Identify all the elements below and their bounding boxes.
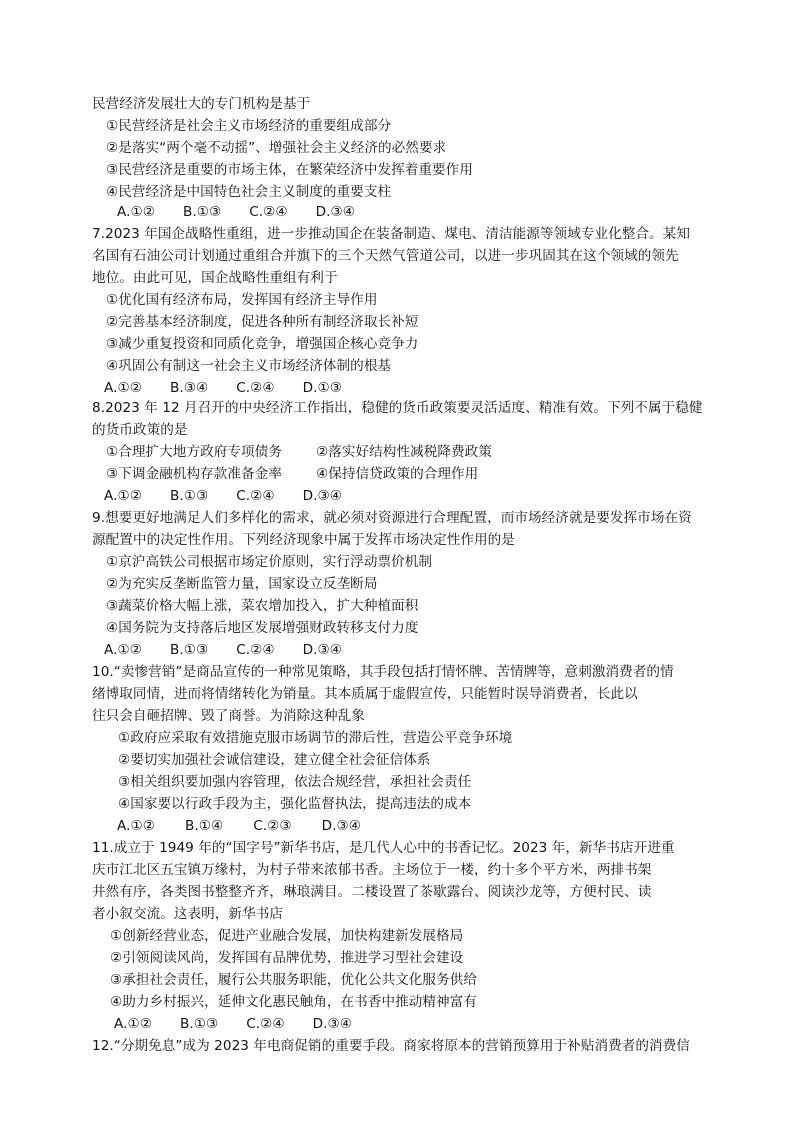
q9-option-3: ③蔬菜价格大幅上涨，菜农增加投入，扩大种植面积	[106, 598, 419, 614]
q11-stem-line-4: 者小叙交流。这表明，新华书店	[92, 906, 284, 922]
q8-option-row-1	[106, 442, 492, 462]
q10-stem-line-2: 绪博取同情，进而将情绪转化为销量。其本质属于虚假宣传，只能暂时误导消费者，长此以	[92, 686, 638, 702]
q10-answer-a: A.①②	[117, 818, 155, 834]
q6-answer-b: B.①③	[182, 204, 222, 220]
q9-answers	[104, 640, 342, 660]
q10-option-4: ④国家要以行政手段为主，强化监督执法，提高违法的成本	[118, 796, 472, 812]
q7-answers	[104, 378, 342, 398]
q11-stem-line-3: 井然有序，各类图书整整齐齐，琳琅满目。二楼设置了茶歇露台、阅读沙龙等，方便村民、读	[92, 884, 652, 900]
q9-stem-line-1: 9.想要更好地满足人们多样化的需求，就必须对资源进行合理配置，而市场经济就是要发挥市场在资	[92, 510, 692, 526]
q9-answer-c: C.②④	[236, 642, 275, 658]
q10-answers	[117, 816, 361, 836]
q11-option-1: ①创新经营业态，促进产业融合发展，加快构建新发展格局	[110, 928, 464, 944]
q11-stem-line-2: 庆市江北区五宝镇万缘村，为村子带来浓郁书香。主场位于一楼，约十多个平方米，两排书架	[92, 862, 652, 878]
q11-answer-b: B.①③	[179, 1016, 219, 1032]
q11-answer-d: D.③④	[312, 1016, 352, 1032]
q10-answer-d: D.③④	[321, 818, 361, 834]
q12-stem-line-1: 12.“分期免息”成为 2023 年电商促销的重要手段。商家将原本的营销预算用于补贴消费者的消费信	[92, 1038, 690, 1054]
q9-option-2: ②为充实反垄断监管力量，国家设立反垄断局	[106, 576, 378, 592]
q7-option-3: ③减少重复投资和同质化竞争，增强国企核心竞争力	[106, 336, 419, 352]
q8-answers	[104, 486, 342, 506]
q11-option-3: ③承担社会责任，履行公共服务职能，优化公共文化服务供给	[110, 972, 477, 988]
q10-option-3: ③相关组织要加强内容管理，依法合规经营，承担社会责任	[118, 774, 472, 790]
q7-stem-line-1: 7.2023 年国企战略性重组，进一步推动国企在装备制造、煤电、清洁能源等领域专业化整合。某知	[92, 226, 690, 242]
q11-stem-line-1: 11.成立于 1949 年的“国字号”新华书店，是几代人心中的书香记忆。2023 年，新华书店开进重	[92, 840, 675, 856]
q11-option-4: ④助力乡村振兴，延伸文化惠民触角，在书香中推动精神富有	[110, 994, 477, 1010]
q9-option-4: ④国务院为支持落后地区发展增强财政转移支付力度	[106, 620, 419, 636]
q9-answer-d: D.③④	[302, 642, 342, 658]
q7-stem-line-2: 名国有石油公司计划通过重组合并旗下的三个天然气管道公司，以进一步巩固其在这个领域的领先	[92, 248, 679, 264]
q8-stem-line-2: 的货币政策的是	[92, 422, 188, 438]
q9-option-1: ①京沪高铁公司根据市场定价原则，实行浮动票价机制	[106, 554, 433, 570]
q8-option-4: ④保持信贷政策的合理作用	[316, 466, 479, 482]
q10-stem-line-3: 往只会自砸招牌、毁了商誉。为消除这种乱象	[92, 708, 365, 724]
q8-option-3: ③下调金融机构存款准备金率	[106, 466, 282, 482]
q6-answer-d: D.③④	[315, 204, 355, 220]
q8-answer-d: D.③④	[302, 488, 342, 504]
q11-answer-a: A.①②	[114, 1016, 152, 1032]
q7-answer-b: B.③④	[169, 380, 209, 396]
q10-option-2: ②要切实加强社会诚信建设，建立健全社会征信体系	[118, 752, 431, 768]
q10-stem-line-1: 10.“卖惨营销”是商品宣传的一种常见策略，其手段包括打情怀牌、苦情牌等，意刺激消费者的情	[92, 664, 674, 680]
q9-stem-line-2: 源配置中的决定性作用。下列经济现象中属于发挥市场决定性作用的是	[92, 532, 515, 548]
q7-option-1: ①优化国有经济布局，发挥国有经济主导作用	[106, 292, 378, 308]
q7-option-4: ④巩固公有制这一社会主义市场经济体制的根基	[106, 358, 392, 374]
q9-answer-a: A.①②	[104, 642, 142, 658]
q11-answers	[114, 1014, 352, 1034]
q8-answer-c: C.②④	[236, 488, 275, 504]
q6-option-1: ①民营经济是社会主义市场经济的重要组成部分	[106, 118, 392, 134]
q8-stem-line-1: 8.2023 年 12 月召开的中央经济工作指出，稳健的货币政策要灵活适度、精准有效。下列不属于稳健	[92, 400, 703, 416]
q6-answers	[117, 202, 355, 222]
q8-option-2: ②落实好结构性减税降费政策	[316, 444, 492, 460]
q10-option-1: ①政府应采取有效措施克服市场调节的滞后性，营造公平竞争环境	[118, 730, 513, 746]
q6-answer-a: A.①②	[117, 204, 155, 220]
q9-answer-b: B.①③	[169, 642, 209, 658]
q6-stem: 民营经济发展壮大的专门机构是基于	[92, 96, 311, 112]
q7-option-2: ②完善基本经济制度，促进各种所有制经济取长补短	[106, 314, 419, 330]
q6-answer-c: C.②④	[249, 204, 288, 220]
q8-answer-a: A.①②	[104, 488, 142, 504]
q10-answer-c: C.②③	[253, 818, 292, 834]
q7-answer-c: C.②④	[236, 380, 275, 396]
q7-stem-line-3: 地位。由此可见，国企战略性重组有利于	[92, 270, 338, 286]
q8-option-row-2	[106, 464, 479, 484]
q7-answer-d: D.①③	[302, 380, 342, 396]
q7-answer-a: A.①②	[104, 380, 142, 396]
q8-option-1: ①合理扩大地方政府专项债务	[106, 444, 282, 460]
q11-answer-c: C.②④	[246, 1016, 285, 1032]
q8-answer-b: B.①③	[169, 488, 209, 504]
q10-answer-b: B.①④	[184, 818, 224, 834]
q6-option-3: ③民营经济是重要的市场主体，在繁荣经济中发挥着重要作用	[106, 162, 473, 178]
q6-option-2: ②是落实“两个毫不动摇”、增强社会主义经济的必然要求	[106, 140, 447, 156]
q11-option-2: ②引领阅读风尚，发挥国有品牌优势，推进学习型社会建设	[110, 950, 464, 966]
q6-option-4: ④民营经济是中国特色社会主义制度的重要支柱	[106, 184, 392, 200]
